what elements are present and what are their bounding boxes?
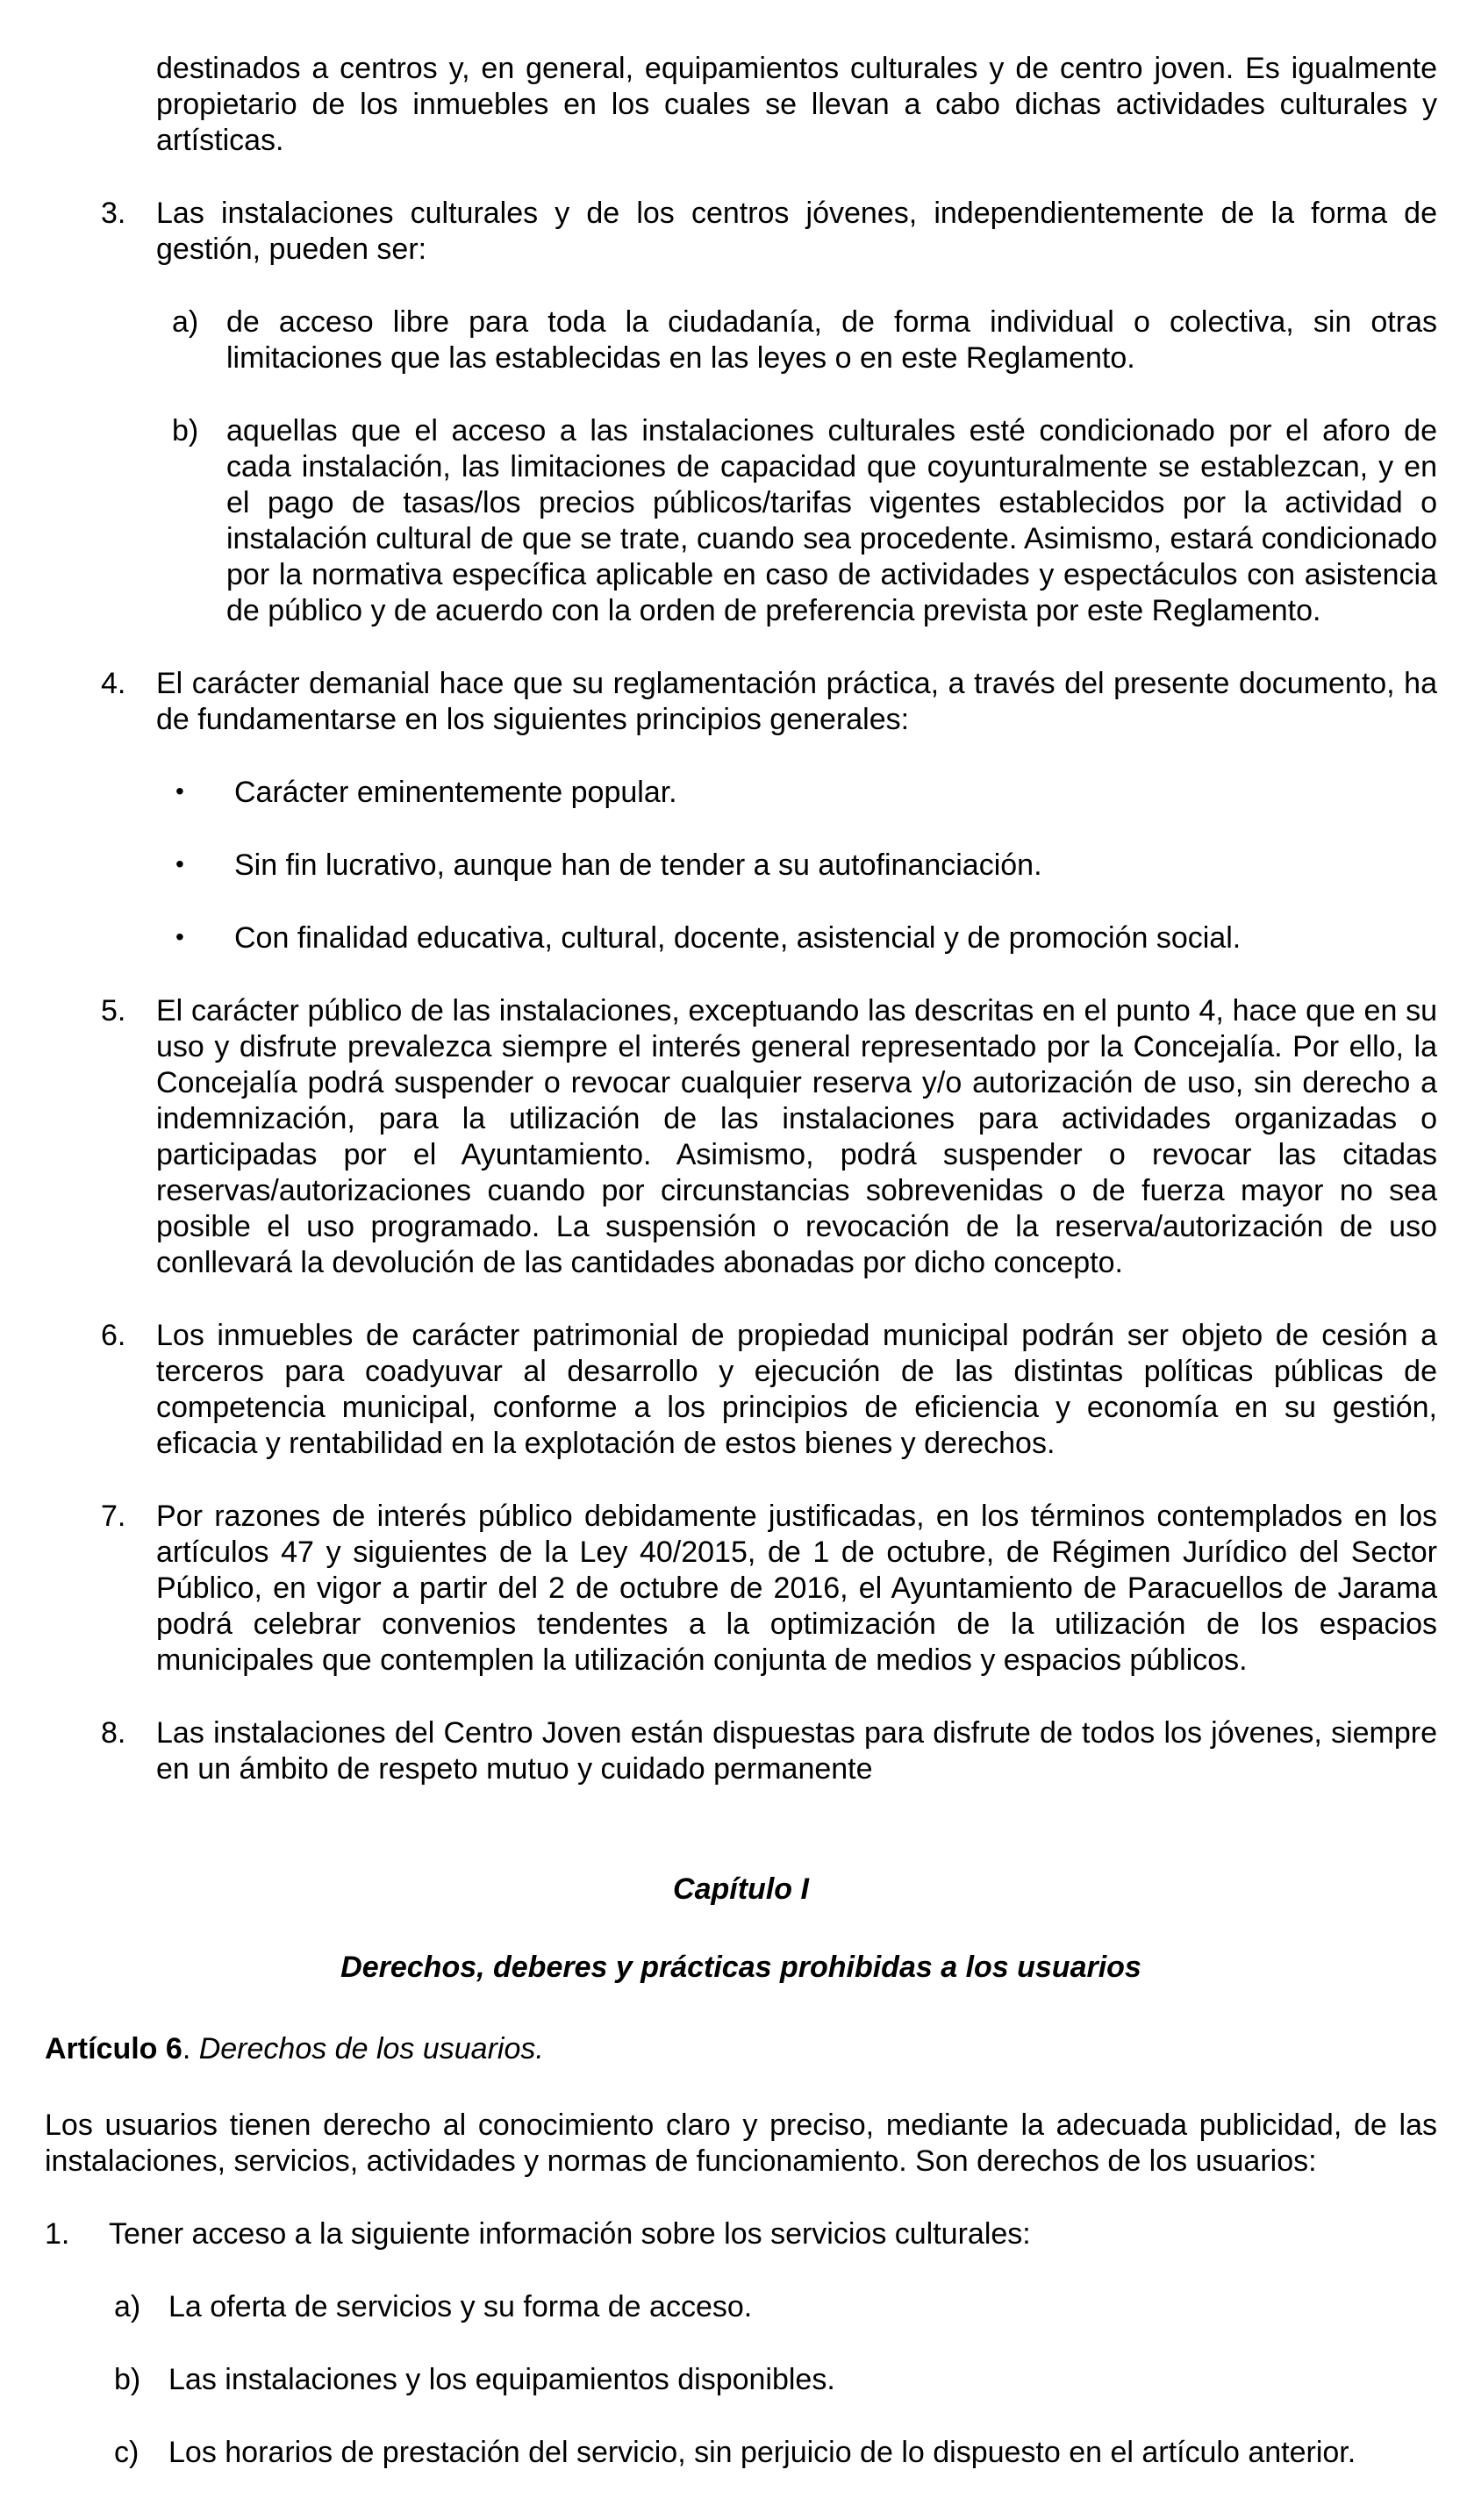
chapter-title: Capítulo I	[673, 1872, 809, 1906]
bullet-text: Con finalidad educativa, cultural, docente, asistencial y de promoción social.	[234, 921, 1242, 955]
bullet-item-1	[175, 775, 1437, 811]
bullet-item-3	[175, 920, 1437, 956]
item-text: Tener acceso a la siguiente información sobre los servicios culturales:	[109, 2217, 1031, 2251]
sub-item-marker: b)	[172, 414, 199, 447]
sub-item-a	[172, 304, 1437, 376]
bullet-text: Sin fin lucrativo, aunque han de tender a su autofinanciación.	[234, 848, 1042, 882]
rights-sub-item-a	[114, 2289, 1437, 2325]
article-title: Derechos de los usuarios.	[198, 2032, 544, 2065]
regulation-body	[101, 51, 1437, 1787]
article-heading	[45, 2031, 1437, 2067]
sub-item-marker: c)	[114, 2436, 140, 2469]
rights-sub-item-c	[114, 2435, 1437, 2471]
sub-item-marker: a)	[172, 305, 199, 339]
article-label: Artículo 6	[45, 2032, 182, 2065]
item-text: Por razones de interés público debidamente justificadas, en los términos contemplados en los artículos 47 y siguientes de la Ley 40/2015, de 1 de octubre, de Régimen Jurídico del Sector Público, en vigor a partir del 2 de octubre de 2016, el Ayuntamiento de Paracuellos de Jarama podrá celebrar convenios tendentes a la optimización de la utilización de los espacios municipales que contemplen la utilización conjunta de medios y espacios públicos.	[156, 1500, 1437, 1677]
numbered-item-3	[101, 196, 1437, 268]
item-number: 4.	[101, 667, 126, 700]
item-number: 7.	[101, 1500, 126, 1533]
item-number: 6.	[101, 1319, 126, 1352]
item-number: 3.	[101, 197, 126, 230]
sub-item-b	[172, 413, 1437, 629]
item-text: El carácter demanial hace que su reglamentación práctica, a través del presente documento, ha de fundamentarse en los siguientes principios generales:	[156, 667, 1437, 736]
sub-item-text: Las instalaciones y los equipamientos disponibles.	[168, 2363, 835, 2396]
article-separator: .	[182, 2032, 199, 2065]
sub-item-marker: b)	[114, 2363, 141, 2396]
sub-item-text: Los horarios de prestación del servicio, sin perjuicio de lo dispuesto en el artículo anterior.	[168, 2436, 1356, 2469]
bullet-text: Carácter eminentemente popular.	[234, 776, 677, 809]
paragraph-continuation: destinados a centros y, en general, equipamientos culturales y de centro joven. Es igualmente propietario de los inmuebles en los cuales se llevan a cabo dichas actividades culturales y artísticas.	[156, 52, 1437, 157]
bullet-item-2	[175, 848, 1437, 884]
numbered-item-4	[101, 666, 1437, 738]
item-number: 8.	[101, 1716, 126, 1750]
item-text: Las instalaciones culturales y de los centros jóvenes, independientemente de la forma de gestión, pueden ser:	[156, 197, 1437, 266]
item-text: El carácter público de las instalaciones, exceptuando las descritas en el punto 4, hace que en su uso y disfrute prevalezca siempre el interés general representado por la Concejalía. Por ello, la Concejalía podrá suspender o revocar cualquier reserva y/o autorización de uso, sin derecho a indemnización, para la utilización de las instalaciones para actividades organizadas o participadas por el Ayuntamiento. Asimismo, podrá suspender o revocar las citadas reservas/autorizaciones cuando por circunstancias sobrevenidas o de fuerza mayor no sea posible el uso programado. La suspensión o revocación de la reserva/autorización de uso conllevará la devolución de las cantidades abonadas por dicho concepto.	[156, 994, 1437, 1279]
rights-item-1	[45, 2216, 1437, 2252]
bullet-icon: •	[175, 923, 184, 950]
chapter-section	[45, 1872, 1437, 2471]
item-text: Las instalaciones del Centro Joven están dispuestas para disfrute de todos los jóvenes, siempre en un ámbito de respeto mutuo y cuidado permanente	[156, 1716, 1437, 1786]
rights-sub-item-b	[114, 2362, 1437, 2398]
item-number: 1.	[45, 2217, 70, 2251]
numbered-item-6	[101, 1318, 1437, 1462]
article-intro-paragraph: Los usuarios tienen derecho al conocimiento claro y preciso, mediante la adecuada publicidad, de las instalaciones, servicios, actividades y normas de funcionamiento. Son derechos de los usuarios:	[45, 2108, 1437, 2178]
sub-item-text: aquellas que el acceso a las instalaciones culturales esté condicionado por el aforo de cada instalación, las limitaciones de capacidad que coyunturalmente se establezcan, y en el pago de tasas/los precios públicos/tarifas vigentes establecidos por la actividad o instalación cultural de que se trate, cuando sea procedente. Asimismo, estará condicionado por la normativa específica aplicable en caso de actividades y espectáculos con asistencia de público y de acuerdo con la orden de preferencia prevista por este Reglamento.	[226, 414, 1437, 627]
item-text: Los inmuebles de carácter patrimonial de propiedad municipal podrán ser objeto de cesión a terceros para coadyuvar al desarrollo y ejecución de las distintas políticas públicas de competencia municipal, conforme a los principios de eficiencia y economía en su gestión, eficacia y rentabilidad en la explotación de estos bienes y derechos.	[156, 1319, 1437, 1460]
sub-item-text: La oferta de servicios y su forma de acceso.	[168, 2290, 753, 2323]
bullet-icon: •	[175, 850, 184, 877]
sub-item-marker: a)	[114, 2290, 141, 2323]
sub-item-text: de acceso libre para toda la ciudadanía, de forma individual o colectiva, sin otras limitaciones que las establecidas en las leyes o en este Reglamento.	[226, 305, 1437, 375]
numbered-item-7	[101, 1499, 1437, 1679]
bullet-icon: •	[175, 777, 184, 805]
chapter-subtitle: Derechos, deberes y prácticas prohibidas a los usuarios	[340, 1951, 1141, 1984]
item-number: 5.	[101, 994, 126, 1027]
numbered-item-5	[101, 993, 1437, 1281]
numbered-item-8	[101, 1715, 1437, 1787]
